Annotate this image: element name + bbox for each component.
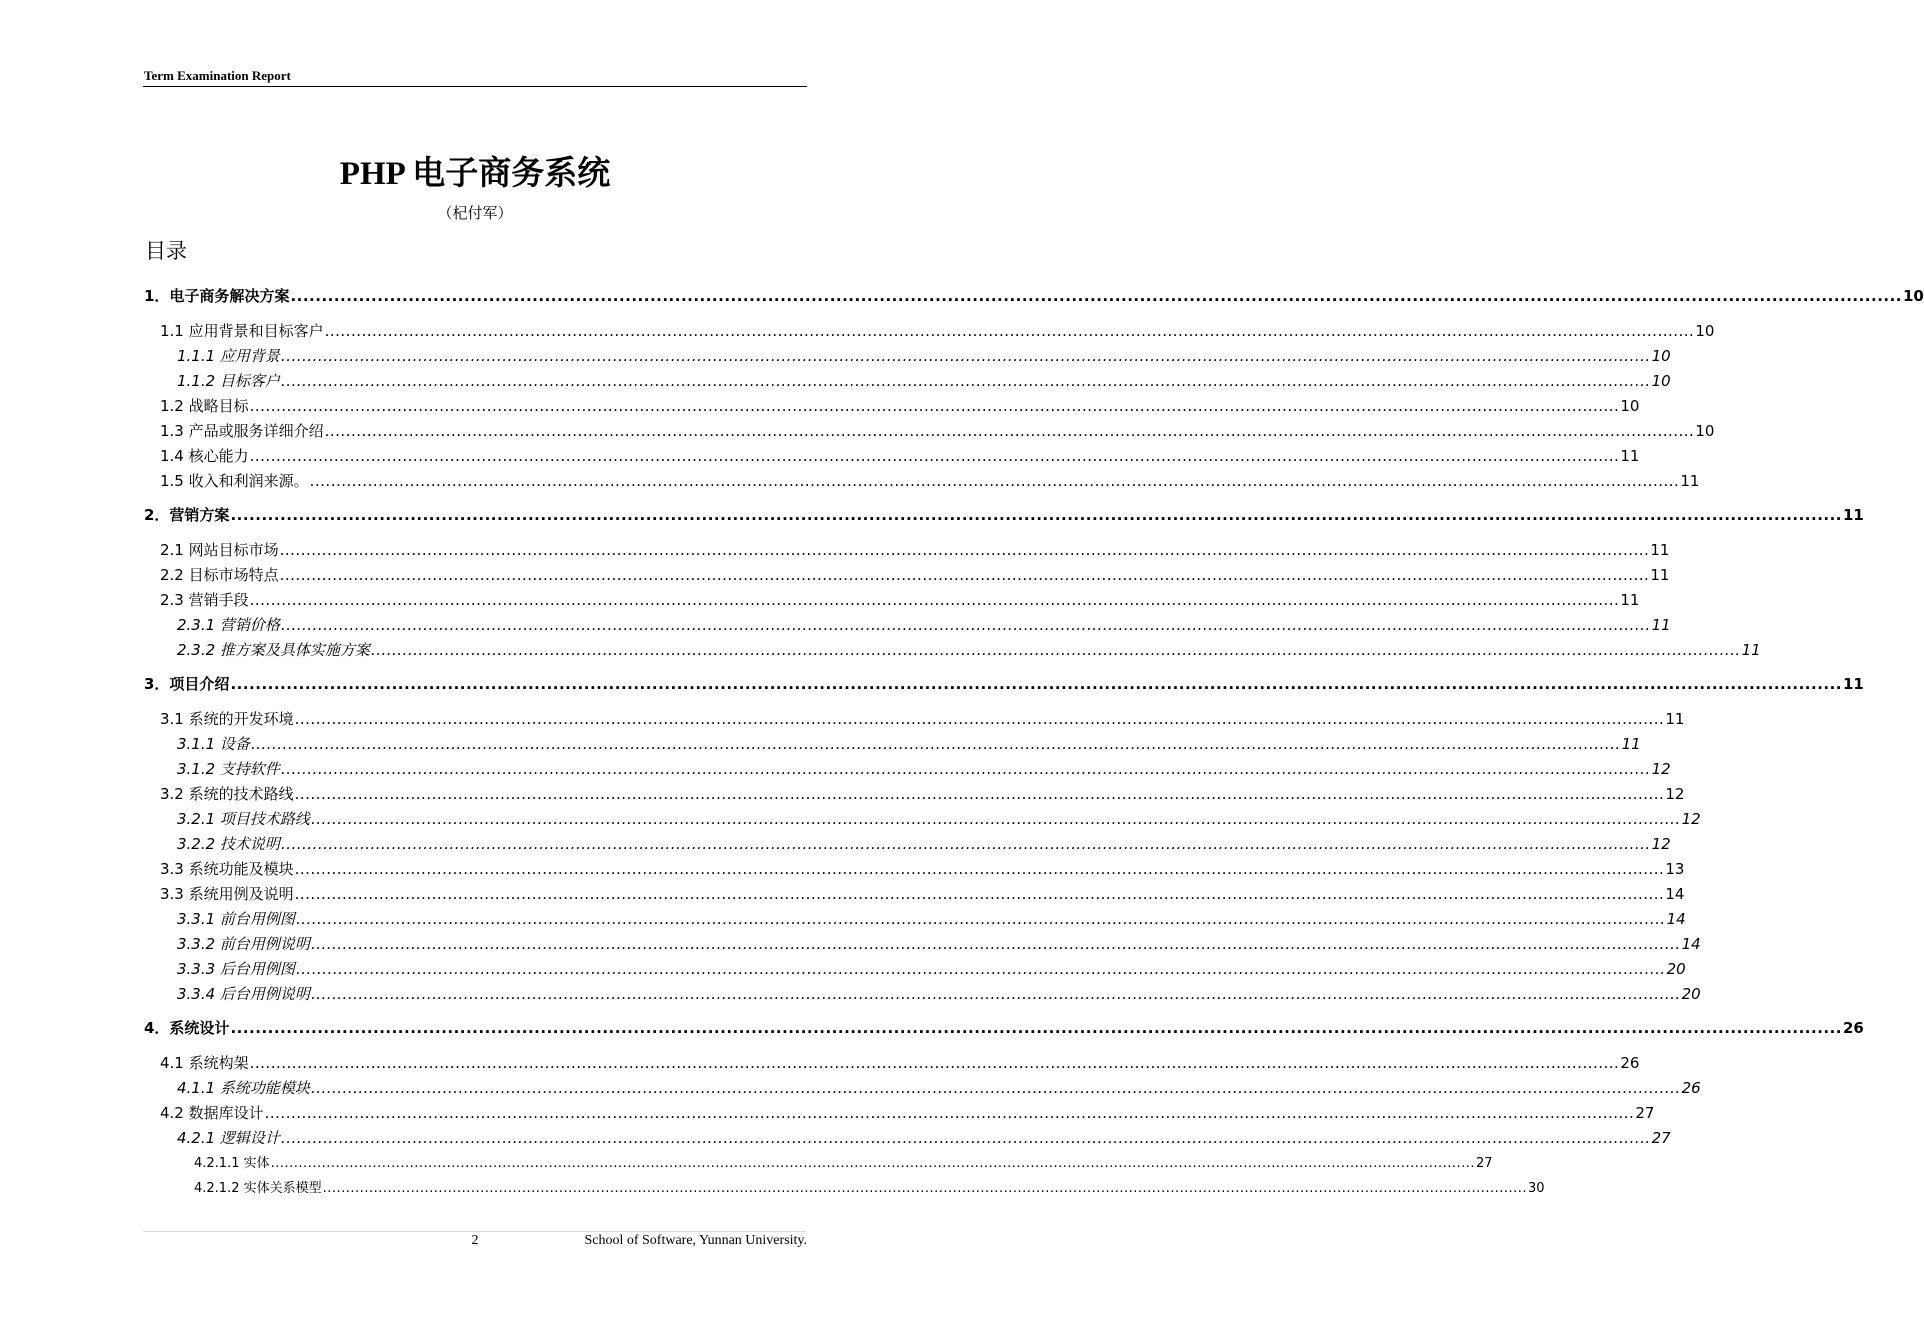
toc-entry-label: 3.3 系统用例及说明 — [160, 885, 294, 903]
toc-entry-page-number: 14 — [1665, 885, 1685, 903]
toc-entry[interactable] — [177, 1077, 1701, 1099]
toc-dot-leader: .................................................................................................................................................................................................................................................................... — [310, 935, 1681, 953]
toc-entry-page-number: 14 — [1681, 935, 1701, 953]
toc-entry-page-number: 26 — [1620, 1054, 1640, 1072]
toc-entry[interactable] — [160, 445, 1640, 467]
toc-entry-label: 3.3 系统功能及模块 — [160, 860, 294, 878]
toc-entry[interactable] — [160, 320, 1715, 342]
toc-entry-page-number: 12 — [1651, 835, 1671, 853]
toc-entry-page-number: 10 — [1695, 422, 1715, 440]
toc-entry-page-number: 30 — [1528, 1181, 1545, 1196]
toc-heading: 目录 — [145, 239, 187, 263]
toc-entry-label: 2.3.1 营销价格 — [177, 616, 280, 634]
toc-entry-label: 2．营销方案 — [144, 506, 230, 524]
toc-entry-page-number: 10 — [1651, 372, 1671, 390]
toc-entry-page-number: 27 — [1476, 1156, 1493, 1171]
toc-dot-leader: .................................................................................................................................................................................................................................................................... — [324, 422, 1695, 440]
toc-dot-leader: .................................................................................................................................................................................................................................................................... — [230, 675, 1842, 693]
toc-entry-label: 1．电子商务解决方案 — [144, 287, 290, 305]
toc-entry-page-number: 26 — [1681, 1079, 1701, 1097]
toc-entry-page-number: 12 — [1681, 810, 1701, 828]
toc-entry-label: 4.2.1.1 实体 — [194, 1156, 270, 1171]
toc-entry[interactable] — [177, 733, 1641, 755]
toc-entry[interactable] — [160, 564, 1670, 586]
toc-dot-leader: .................................................................................................................................................................................................................................................................... — [279, 541, 1650, 559]
toc-entry-page-number: 11 — [1741, 641, 1761, 659]
toc-entry[interactable] — [160, 708, 1685, 730]
toc-dot-leader: .................................................................................................................................................................................................................................................................... — [264, 1104, 1635, 1122]
toc-entry-page-number: 27 — [1651, 1129, 1671, 1147]
toc-dot-leader: .................................................................................................................................................................................................................................................................... — [270, 1156, 1476, 1171]
toc-dot-leader: .................................................................................................................................................................................................................................................................... — [295, 910, 1666, 928]
toc-entry-label: 1.3 产品或服务详细介绍 — [160, 422, 324, 440]
footer-school: School of Software, Yunnan University. — [584, 1233, 807, 1248]
toc-entry-label: 3.2.1 项目技术路线 — [177, 810, 310, 828]
toc-entry[interactable] — [177, 983, 1701, 1005]
toc-dot-leader: .................................................................................................................................................................................................................................................................... — [249, 447, 1620, 465]
toc-entry-page-number: 11 — [1680, 472, 1700, 490]
toc-entry-label: 2.1 网站目标市场 — [160, 541, 279, 559]
toc-dot-leader: .................................................................................................................................................................................................................................................................... — [295, 960, 1666, 978]
toc-entry-page-number: 11 — [1665, 710, 1685, 728]
toc-entry[interactable] — [144, 285, 1924, 307]
toc-entry[interactable] — [160, 395, 1640, 417]
toc-entry[interactable] — [177, 833, 1671, 855]
toc-dot-leader: .................................................................................................................................................................................................................................................................... — [322, 1181, 1528, 1196]
toc-entry[interactable] — [194, 1177, 1545, 1199]
document-title: PHP 电子商务系统 — [339, 156, 611, 192]
toc-entry-page-number: 26 — [1843, 1019, 1864, 1037]
toc-entry[interactable] — [177, 758, 1671, 780]
toc-entry-page-number: 20 — [1666, 960, 1686, 978]
toc-entry[interactable] — [177, 908, 1686, 930]
toc-entry-page-number: 10 — [1620, 397, 1640, 415]
toc-dot-leader: .................................................................................................................................................................................................................................................................... — [294, 860, 1665, 878]
toc-entry-label: 2.3.2 推方案及具体实施方案 — [177, 641, 370, 659]
toc-dot-leader: .................................................................................................................................................................................................................................................................... — [280, 835, 1651, 853]
toc-entry-label: 4．系统设计 — [144, 1019, 230, 1037]
toc-entry-label: 3.3.1 前台用例图 — [177, 910, 295, 928]
running-header: Term Examination Report — [144, 68, 291, 83]
toc-entry-label: 4.2.1.2 实体关系模型 — [194, 1181, 322, 1196]
toc-dot-leader: .................................................................................................................................................................................................................................................................... — [310, 810, 1681, 828]
toc-dot-leader: .................................................................................................................................................................................................................................................................... — [324, 322, 1695, 340]
toc-entry[interactable] — [144, 1017, 1864, 1039]
toc-dot-leader: .................................................................................................................................................................................................................................................................... — [230, 506, 1842, 524]
toc-dot-leader: .................................................................................................................................................................................................................................................................... — [294, 710, 1665, 728]
toc-entry-label: 3.1.1 设备 — [177, 735, 250, 753]
toc-entry-label: 3.3.3 后台用例图 — [177, 960, 295, 978]
toc-entry-page-number: 14 — [1666, 910, 1686, 928]
toc-dot-leader: .................................................................................................................................................................................................................................................................... — [370, 641, 1741, 659]
toc-entry-label: 2.2 目标市场特点 — [160, 566, 279, 584]
toc-entry[interactable] — [144, 673, 1864, 695]
toc-dot-leader: .................................................................................................................................................................................................................................................................... — [294, 885, 1665, 903]
toc-dot-leader: .................................................................................................................................................................................................................................................................... — [280, 347, 1651, 365]
toc-entry-page-number: 11 — [1650, 541, 1670, 559]
toc-entry-page-number: 10 — [1695, 322, 1715, 340]
toc-entry-page-number: 12 — [1665, 785, 1685, 803]
toc-entry[interactable] — [160, 420, 1715, 442]
toc-entry-label: 1.4 核心能力 — [160, 447, 249, 465]
toc-dot-leader: .................................................................................................................................................................................................................................................................... — [290, 287, 1902, 305]
toc-dot-leader: .................................................................................................................................................................................................................................................................... — [310, 1079, 1681, 1097]
toc-entry-page-number: 11 — [1650, 566, 1670, 584]
toc-entry-label: 1.1.1 应用背景 — [177, 347, 280, 365]
toc-entry-label: 3.3.4 后台用例说明 — [177, 985, 310, 1003]
toc-entry[interactable] — [144, 504, 1864, 526]
toc-entry-label: 3.1.2 支持软件 — [177, 760, 280, 778]
toc-entry[interactable] — [177, 345, 1671, 367]
toc-dot-leader: .................................................................................................................................................................................................................................................................... — [280, 616, 1651, 634]
toc-entry-label: 1.1 应用背景和目标客户 — [160, 322, 324, 340]
toc-entry[interactable] — [160, 470, 1700, 492]
toc-entry-label: 4.2.1 逻辑设计 — [177, 1129, 280, 1147]
toc-entry-page-number: 10 — [1903, 287, 1924, 305]
toc-entry[interactable] — [177, 808, 1701, 830]
toc-entry[interactable] — [177, 614, 1671, 636]
toc-entry[interactable] — [177, 639, 1761, 661]
toc-dot-leader: .................................................................................................................................................................................................................................................................... — [294, 785, 1665, 803]
toc-entry-page-number: 11 — [1620, 447, 1640, 465]
toc-dot-leader: .................................................................................................................................................................................................................................................................... — [309, 472, 1680, 490]
toc-entry-page-number: 12 — [1651, 760, 1671, 778]
toc-dot-leader: .................................................................................................................................................................................................................................................................... — [249, 397, 1620, 415]
toc-entry[interactable] — [160, 883, 1685, 905]
toc-entry[interactable] — [160, 1102, 1655, 1124]
footer-page-number: 2 — [471, 1233, 479, 1248]
toc-entry-label: 1.5 收入和利润来源。 — [160, 472, 309, 490]
toc-entry-label: 2.3 营销手段 — [160, 591, 249, 609]
toc-entry-label: 4.2 数据库设计 — [160, 1104, 264, 1122]
toc-entry-page-number: 11 — [1843, 675, 1864, 693]
toc-dot-leader: .................................................................................................................................................................................................................................................................... — [250, 735, 1621, 753]
toc-entry-label: 3.3.2 前台用例说明 — [177, 935, 310, 953]
document-author: （杞付军） — [437, 204, 513, 222]
toc-entry-label: 3.2.2 技术说明 — [177, 835, 280, 853]
toc-dot-leader: .................................................................................................................................................................................................................................................................... — [280, 372, 1651, 390]
toc-entry[interactable] — [177, 933, 1701, 955]
toc-entry[interactable] — [160, 589, 1640, 611]
toc-entry[interactable] — [177, 958, 1686, 980]
toc-entry[interactable] — [160, 858, 1685, 880]
toc-entry-label: 3.2 系统的技术路线 — [160, 785, 294, 803]
toc-dot-leader: .................................................................................................................................................................................................................................................................... — [280, 1129, 1651, 1147]
toc-entry-label: 3．项目介绍 — [144, 675, 230, 693]
toc-entry[interactable] — [194, 1152, 1493, 1174]
toc-entry[interactable] — [177, 370, 1671, 392]
toc-entry-page-number: 13 — [1665, 860, 1685, 878]
toc-entry[interactable] — [160, 539, 1670, 561]
toc-dot-leader: .................................................................................................................................................................................................................................................................... — [280, 760, 1651, 778]
toc-dot-leader: .................................................................................................................................................................................................................................................................... — [249, 1054, 1620, 1072]
toc-entry-label: 1.1.2 目标客户 — [177, 372, 280, 390]
toc-entry[interactable] — [160, 783, 1685, 805]
toc-entry-label: 4.1 系统构架 — [160, 1054, 249, 1072]
toc-entry-page-number: 11 — [1620, 591, 1640, 609]
toc-entry-page-number: 27 — [1635, 1104, 1655, 1122]
toc-entry-page-number: 11 — [1621, 735, 1641, 753]
toc-dot-leader: .................................................................................................................................................................................................................................................................... — [310, 985, 1681, 1003]
toc-entry-label: 4.1.1 系统功能模块 — [177, 1079, 310, 1097]
toc-entry-label: 3.1 系统的开发环境 — [160, 710, 294, 728]
toc-dot-leader: .................................................................................................................................................................................................................................................................... — [279, 566, 1650, 584]
toc-entry-page-number: 11 — [1651, 616, 1671, 634]
toc-dot-leader: .................................................................................................................................................................................................................................................................... — [230, 1019, 1842, 1037]
toc-entry[interactable] — [160, 1052, 1640, 1074]
toc-entry-page-number: 20 — [1681, 985, 1701, 1003]
toc-entry[interactable] — [177, 1127, 1671, 1149]
toc-entry-page-number: 11 — [1843, 506, 1864, 524]
toc-dot-leader: .................................................................................................................................................................................................................................................................... — [249, 591, 1620, 609]
toc-entry-page-number: 10 — [1651, 347, 1671, 365]
toc-entry-label: 1.2 战略目标 — [160, 397, 249, 415]
